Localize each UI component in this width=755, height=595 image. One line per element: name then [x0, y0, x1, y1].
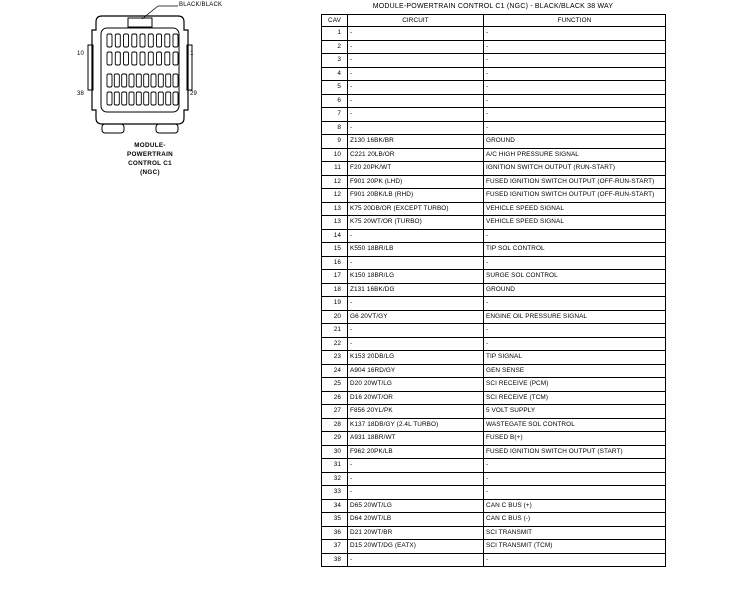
function-cell: FUSED B(+)	[484, 432, 666, 446]
table-row	[322, 243, 666, 257]
circuit-cell: F901 20BK/LB (RHD)	[348, 189, 484, 203]
cav-cell: 30	[322, 445, 348, 459]
table-row	[322, 256, 666, 270]
circuit-cell: -	[348, 40, 484, 54]
table-row	[322, 499, 666, 513]
function-cell: -	[484, 486, 666, 500]
connector-color-label: BLACK/BLACK	[179, 2, 223, 8]
table-row	[322, 405, 666, 419]
cav-cell: 22	[322, 337, 348, 351]
function-cell: GROUND	[484, 135, 666, 149]
table-row	[322, 351, 666, 365]
table-row	[322, 513, 666, 527]
cav-cell: 6	[322, 94, 348, 108]
table-row	[322, 216, 666, 230]
function-cell: SURGE SOL CONTROL	[484, 270, 666, 284]
circuit-cell: A931 18BR/WT	[348, 432, 484, 446]
circuit-cell: F962 20PK/LB	[348, 445, 484, 459]
table-row	[322, 526, 666, 540]
function-cell: -	[484, 94, 666, 108]
table-title: MODULE-POWERTRAIN CONTROL C1 (NGC) - BLACK/BLACK 38 WAY	[372, 3, 614, 10]
circuit-cell: D16 20WT/OR	[348, 391, 484, 405]
table-row	[322, 67, 666, 81]
cav-cell: 4	[322, 67, 348, 81]
function-cell: 5 VOLT SUPPLY	[484, 405, 666, 419]
function-cell: -	[484, 472, 666, 486]
function-cell: -	[484, 256, 666, 270]
cav-cell: 2	[322, 40, 348, 54]
pin-label-38: 38	[77, 91, 85, 97]
connector-caption	[100, 141, 200, 177]
cav-cell: 1	[322, 27, 348, 41]
table-row	[322, 472, 666, 486]
circuit-cell: -	[348, 121, 484, 135]
cav-cell: 10	[322, 148, 348, 162]
cav-cell: 15	[322, 243, 348, 257]
function-cell: CAN C BUS (-)	[484, 513, 666, 527]
cav-cell: 25	[322, 378, 348, 392]
table-row	[322, 121, 666, 135]
function-cell: TIP SOL CONTROL	[484, 243, 666, 257]
function-cell: SCI RECEIVE (TCM)	[484, 391, 666, 405]
circuit-cell: -	[348, 94, 484, 108]
connector-housing	[92, 16, 188, 124]
pin-label-1: 1	[190, 51, 194, 57]
cav-cell: 38	[322, 553, 348, 567]
circuit-cell: K137 18DB/GY (2.4L TURBO)	[348, 418, 484, 432]
circuit-cell: D15 20WT/DG (EATX)	[348, 540, 484, 554]
function-cell: CAN C BUS (+)	[484, 499, 666, 513]
cav-cell: 5	[322, 81, 348, 95]
function-cell: VEHICLE SPEED SIGNAL	[484, 202, 666, 216]
pinout-table	[321, 14, 666, 567]
table-row	[322, 81, 666, 95]
table-row	[322, 135, 666, 149]
cav-cell: 13	[322, 216, 348, 230]
function-cell: GEN SENSE	[484, 364, 666, 378]
circuit-cell: D20 20WT/LG	[348, 378, 484, 392]
cav-cell: 16	[322, 256, 348, 270]
circuit-cell: K75 20DB/OR (EXCEPT TURBO)	[348, 202, 484, 216]
circuit-cell: -	[348, 229, 484, 243]
caption-line: CONTROL C1	[128, 160, 172, 167]
cav-cell: 13	[322, 202, 348, 216]
circuit-cell: A904 16RD/GY	[348, 364, 484, 378]
function-cell: -	[484, 121, 666, 135]
table-row	[322, 432, 666, 446]
header-cav: CAV	[322, 15, 348, 27]
table-row	[322, 486, 666, 500]
cav-cell: 32	[322, 472, 348, 486]
table-row	[322, 175, 666, 189]
function-cell: TIP SIGNAL	[484, 351, 666, 365]
function-cell: -	[484, 324, 666, 338]
function-cell: SCI RECEIVE (PCM)	[484, 378, 666, 392]
cav-cell: 31	[322, 459, 348, 473]
table-row	[322, 40, 666, 54]
circuit-cell: Z130 16BK/BR	[348, 135, 484, 149]
table-row	[322, 364, 666, 378]
table-row	[322, 229, 666, 243]
table-row	[322, 391, 666, 405]
cav-cell: 8	[322, 121, 348, 135]
circuit-cell: K75 20WT/OR (TURBO)	[348, 216, 484, 230]
circuit-cell: D21 20WT/BR	[348, 526, 484, 540]
function-cell: -	[484, 108, 666, 122]
circuit-cell: F901 20PK (LHD)	[348, 175, 484, 189]
header-circuit: CIRCUIT	[348, 15, 484, 27]
cav-cell: 23	[322, 351, 348, 365]
circuit-cell: -	[348, 486, 484, 500]
circuit-cell: D64 20WT/LB	[348, 513, 484, 527]
cav-cell: 7	[322, 108, 348, 122]
circuit-cell: -	[348, 459, 484, 473]
table-row	[322, 337, 666, 351]
cav-cell: 37	[322, 540, 348, 554]
cav-cell: 33	[322, 486, 348, 500]
cav-cell: 35	[322, 513, 348, 527]
cav-cell: 3	[322, 54, 348, 68]
function-cell: SCI TRANSMIT (TCM)	[484, 540, 666, 554]
connector-foot-left	[102, 124, 124, 133]
function-cell: FUSED IGNITION SWITCH OUTPUT (OFF-RUN-START)	[484, 189, 666, 203]
cav-cell: 12	[322, 175, 348, 189]
cav-cell: 29	[322, 432, 348, 446]
function-cell: A/C HIGH PRESSURE SIGNAL	[484, 148, 666, 162]
circuit-cell: G6 20VT/GY	[348, 310, 484, 324]
cav-cell: 34	[322, 499, 348, 513]
cav-cell: 9	[322, 135, 348, 149]
table-row	[322, 202, 666, 216]
header-function: FUNCTION	[484, 15, 666, 27]
function-cell: VEHICLE SPEED SIGNAL	[484, 216, 666, 230]
circuit-cell: K150 18BR/LG	[348, 270, 484, 284]
function-cell: GROUND	[484, 283, 666, 297]
pin-label-29: 29	[190, 91, 198, 97]
function-cell: -	[484, 337, 666, 351]
function-cell: -	[484, 67, 666, 81]
function-cell: FUSED IGNITION SWITCH OUTPUT (OFF-RUN-START)	[484, 175, 666, 189]
caption-line: (NGC)	[140, 169, 160, 176]
function-cell: -	[484, 229, 666, 243]
circuit-cell: -	[348, 27, 484, 41]
function-cell: -	[484, 553, 666, 567]
cav-cell: 24	[322, 364, 348, 378]
circuit-cell: -	[348, 553, 484, 567]
function-cell: -	[484, 27, 666, 41]
cav-cell: 12	[322, 189, 348, 203]
cav-cell: 26	[322, 391, 348, 405]
cav-cell: 18	[322, 283, 348, 297]
circuit-cell: K153 20DB/LG	[348, 351, 484, 365]
circuit-cell: D65 20WT/LG	[348, 499, 484, 513]
function-cell: FUSED IGNITION SWITCH OUTPUT (START)	[484, 445, 666, 459]
table-row	[322, 324, 666, 338]
pin-label-10: 10	[77, 51, 85, 57]
circuit-cell: -	[348, 81, 484, 95]
table-row	[322, 108, 666, 122]
table-row	[322, 148, 666, 162]
caption-line: MODULE-	[134, 142, 166, 149]
table-row	[322, 378, 666, 392]
connector-foot-right	[156, 124, 178, 133]
circuit-cell: Z131 16BK/DG	[348, 283, 484, 297]
table-row	[322, 283, 666, 297]
circuit-cell: C221 20LB/OR	[348, 148, 484, 162]
cav-cell: 27	[322, 405, 348, 419]
table-row	[322, 540, 666, 554]
table-header-row	[322, 15, 666, 27]
cav-cell: 17	[322, 270, 348, 284]
table-row	[322, 162, 666, 176]
cav-cell: 28	[322, 418, 348, 432]
circuit-cell: -	[348, 472, 484, 486]
cav-cell: 11	[322, 162, 348, 176]
function-cell: -	[484, 81, 666, 95]
table-row	[322, 270, 666, 284]
table-row	[322, 189, 666, 203]
table-row	[322, 459, 666, 473]
table-row	[322, 445, 666, 459]
connector-diagram	[0, 0, 320, 200]
table-row	[322, 418, 666, 432]
function-cell: WASTEGATE SOL CONTROL	[484, 418, 666, 432]
circuit-cell: F856 20YL/PK	[348, 405, 484, 419]
table-row	[322, 94, 666, 108]
cav-cell: 19	[322, 297, 348, 311]
circuit-cell: -	[348, 337, 484, 351]
function-cell: -	[484, 297, 666, 311]
function-cell: ENGINE OIL PRESSURE SIGNAL	[484, 310, 666, 324]
table-row	[322, 310, 666, 324]
table-row	[322, 27, 666, 41]
cav-cell: 14	[322, 229, 348, 243]
circuit-cell: -	[348, 297, 484, 311]
caption-line: POWERTRAIN	[126, 151, 174, 158]
circuit-cell: -	[348, 67, 484, 81]
table-row	[322, 297, 666, 311]
circuit-cell: -	[348, 324, 484, 338]
function-cell: -	[484, 459, 666, 473]
circuit-cell: K550 18BR/LB	[348, 243, 484, 257]
cav-cell: 21	[322, 324, 348, 338]
table-row	[322, 553, 666, 567]
circuit-cell: -	[348, 54, 484, 68]
table-row	[322, 54, 666, 68]
function-cell: -	[484, 40, 666, 54]
function-cell: SCI TRANSMIT	[484, 526, 666, 540]
function-cell: IGNITION SWITCH OUTPUT (RUN-START)	[484, 162, 666, 176]
circuit-cell: -	[348, 108, 484, 122]
circuit-cell: F20 20PK/WT	[348, 162, 484, 176]
cav-cell: 20	[322, 310, 348, 324]
circuit-cell: -	[348, 256, 484, 270]
function-cell: -	[484, 54, 666, 68]
cav-cell: 36	[322, 526, 348, 540]
